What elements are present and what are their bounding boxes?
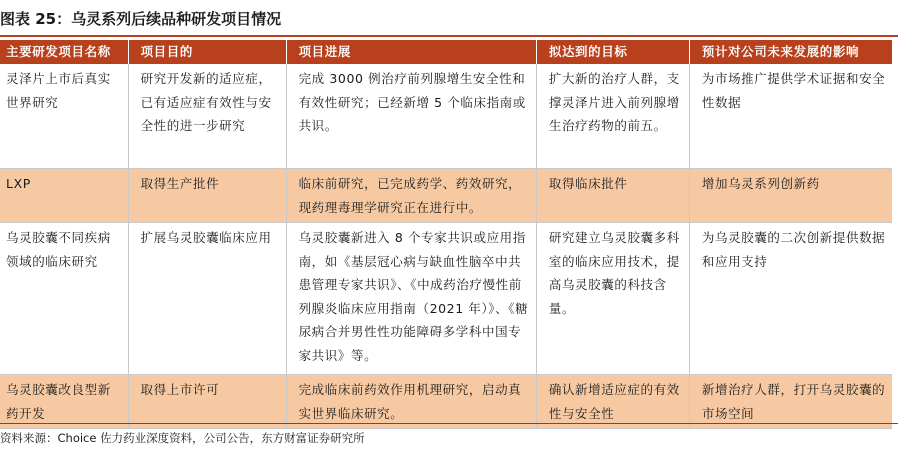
title-divider bbox=[0, 35, 898, 37]
cell-target: 扩大新的治疗人群，支撑灵泽片进入前列腺增生治疗药物的前五。 bbox=[536, 64, 689, 169]
cell-project-purpose: 取得上市许可 bbox=[128, 375, 286, 429]
cell-project-purpose: 扩展乌灵胶囊临床应用 bbox=[128, 223, 286, 375]
cell-project-purpose: 研究开发新的适应症，已有适应症有效性与安全性的进一步研究 bbox=[128, 64, 286, 169]
table-row bbox=[0, 64, 892, 169]
cell-project-progress: 临床前研究，已完成药学、药效研究，现药理毒理学研究正在进行中。 bbox=[286, 169, 536, 223]
cell-project-name: 乌灵胶囊改良型新药开发 bbox=[0, 375, 128, 429]
header-target: 拟达到的目标 bbox=[536, 40, 689, 64]
table-row bbox=[0, 223, 892, 375]
cell-target: 研究建立乌灵胶囊多科 室的临床应用技术，提高乌灵胶囊的科技含量。 bbox=[536, 223, 689, 375]
rd-projects-table bbox=[0, 40, 892, 429]
source-note: 资料来源：Choice 佐力药业深度资料，公司公告，东方财富证券研究所 bbox=[0, 431, 365, 445]
cell-project-progress: 乌灵胶囊新进入 8 个专家共识或应用指南，如《基层冠心病与缺血性脑卒中共患管理专家共识》、《中成药治疗慢性前列腺炎临床应用指南（2021 年）》、《糖尿病合并男性性功能障碍多学科中国专家共识》等。 bbox=[286, 223, 536, 375]
cell-project-name: 灵泽片上市后真实世界研究 bbox=[0, 64, 128, 169]
table-row bbox=[0, 169, 892, 223]
cell-target: 取得临床批件 bbox=[536, 169, 689, 223]
cell-project-name: LXP bbox=[0, 169, 128, 223]
header-expected-impact: 预计对公司未来发展的影响 bbox=[689, 40, 892, 64]
cell-expected-impact: 新增治疗人群，打开乌灵胶囊的市场空间 bbox=[689, 375, 892, 429]
table-header-row bbox=[0, 40, 892, 64]
cell-expected-impact: 增加乌灵系列创新药 bbox=[689, 169, 892, 223]
table-row bbox=[0, 375, 892, 429]
source-divider bbox=[0, 423, 898, 424]
cell-project-purpose: 取得生产批件 bbox=[128, 169, 286, 223]
cell-expected-impact: 为市场推广提供学术证据和安全性数据 bbox=[689, 64, 892, 169]
cell-target: 确认新增适应症的有效性与安全性 bbox=[536, 375, 689, 429]
header-project-purpose: 项目目的 bbox=[128, 40, 286, 64]
cell-project-progress: 完成 3000 例治疗前列腺增生安全性和有效性研究；已经新增 5 个临床指南或共识。 bbox=[286, 64, 536, 169]
figure-title: 图表 25：乌灵系列后续品种研发项目情况 bbox=[0, 10, 282, 28]
cell-project-name: 乌灵胶囊不同疾病领域的临床研究 bbox=[0, 223, 128, 375]
header-project-name: 主要研发项目名称 bbox=[0, 40, 128, 64]
cell-expected-impact: 为乌灵胶囊的二次创新提供数据和应用支持 bbox=[689, 223, 892, 375]
header-project-progress: 项目进展 bbox=[286, 40, 536, 64]
cell-project-progress: 完成临床前药效作用机理研究，启动真实世界临床研究。 bbox=[286, 375, 536, 429]
